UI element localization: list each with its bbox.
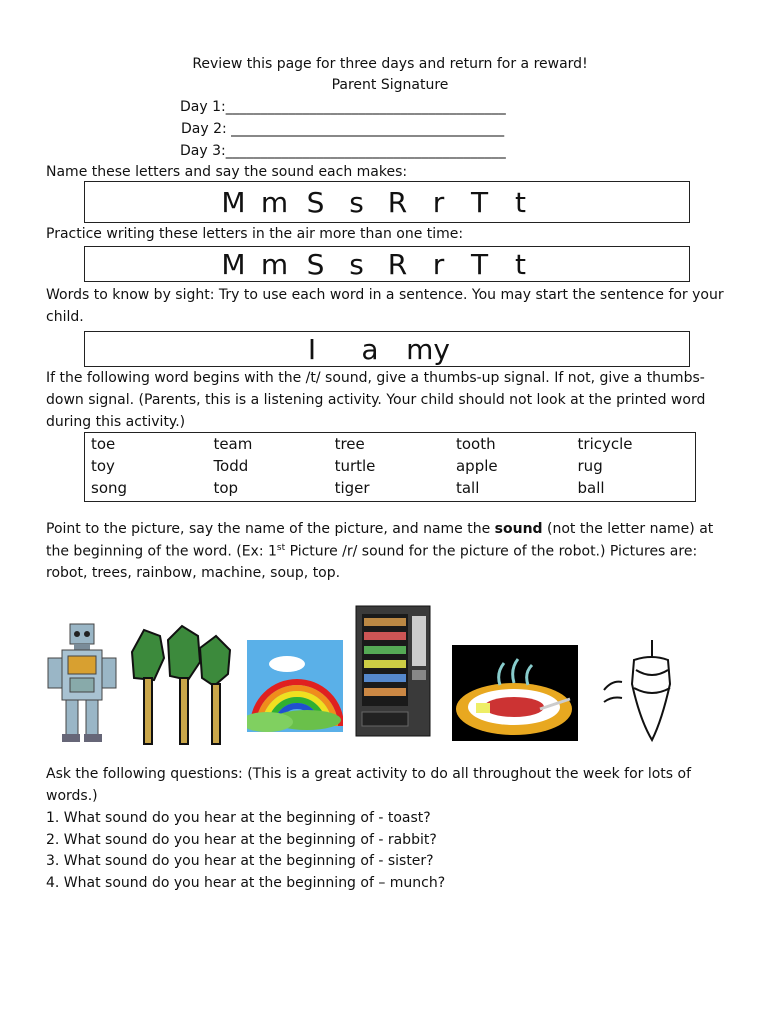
- pictures-instruction-2: [46, 543, 697, 560]
- pictures-instruction-3: robot, trees, rainbow, machine, soup, top.: [46, 565, 341, 581]
- table-row: [85, 433, 695, 455]
- table-row: [85, 477, 695, 499]
- trees-icon: [124, 622, 234, 748]
- table-cell: song: [91, 479, 128, 497]
- name-letter-0: M: [221, 186, 246, 219]
- practice-letter-1: m: [260, 248, 289, 281]
- t-sound-instruction-2: down signal. (Parents, this is a listening activity. Your child should not look at the printed word: [46, 392, 706, 408]
- table-cell: tree: [334, 435, 365, 453]
- sight-words-instruction-1: Words to know by sight: Try to use each word in a sentence. You may start the sentence for your: [46, 287, 724, 303]
- name-letter-1: m: [260, 186, 289, 219]
- rainbow-icon: [247, 640, 343, 732]
- table-cell: Todd: [213, 457, 249, 475]
- name-letters-instruction: Name these letters and say the sound each makes:: [46, 164, 408, 180]
- practice-letters-box: [84, 246, 690, 282]
- question-2: 2. What sound do you hear at the beginning of - rabbit?: [46, 832, 437, 848]
- day-3-signature-line: Day 3:________________________________________: [180, 143, 506, 159]
- pictures-instruction-1b: (not the letter name) at: [542, 521, 714, 537]
- question-4: 4. What sound do you hear at the beginning of – munch?: [46, 875, 446, 891]
- header-line-1: Review this page for three days and return for a reward!: [192, 56, 588, 72]
- pictures-instruction-1a: Point to the picture, say the name of the picture, and name the: [46, 521, 495, 537]
- day-1-signature-line: Day 1:________________________________________: [180, 99, 506, 115]
- table-cell: rug: [577, 457, 603, 475]
- name-letter-5: r: [432, 186, 445, 219]
- practice-letter-6: T: [470, 248, 489, 281]
- table-cell: tall: [455, 479, 480, 497]
- sight-word-1: a: [361, 333, 379, 366]
- t-sound-instruction-1: If the following word begins with the /t/ sound, give a thumbs-up signal. If not, give a thumbs-: [46, 370, 705, 386]
- vending-machine-icon: [354, 604, 432, 738]
- practice-instruction: Practice writing these letters in the air more than one time:: [46, 226, 464, 242]
- question-1: 1. What sound do you hear at the beginning of - toast?: [46, 810, 431, 826]
- table-cell: toy: [91, 457, 115, 475]
- practice-letter-7: t: [515, 248, 526, 281]
- questions-intro-2: words.): [46, 788, 98, 804]
- table-cell: tricycle: [577, 435, 633, 453]
- table-row: [85, 455, 695, 477]
- practice-letter-3: s: [349, 248, 364, 281]
- table-cell: toe: [91, 435, 116, 453]
- pictures-instruction-bold-sound: sound: [494, 521, 543, 537]
- pictures-instruction-2-sup: st: [276, 543, 286, 553]
- table-cell: ball: [577, 479, 605, 497]
- name-letter-6: T: [470, 186, 489, 219]
- table-cell: team: [213, 435, 253, 453]
- practice-letter-5: r: [432, 248, 445, 281]
- spinning-top-icon: [600, 636, 680, 744]
- practice-letter-4: R: [387, 248, 408, 281]
- questions-intro-1: Ask the following questions: (This is a great activity to do all throughout the week for lots of: [46, 766, 692, 782]
- day-2-signature-line: Day 2: _______________________________________: [181, 121, 505, 137]
- soup-icon: [452, 645, 578, 741]
- table-cell: apple: [455, 457, 498, 475]
- t-sound-word-table: [85, 433, 695, 499]
- t-sound-word-table-box: [84, 432, 696, 502]
- question-3: 3. What sound do you hear at the beginning of - sister?: [46, 853, 434, 869]
- pictures-instruction-1: [46, 521, 713, 537]
- pictures-instruction-2b: Picture /r/ sound for the picture of the robot.) Pictures are:: [285, 543, 698, 560]
- sight-word-0: I: [307, 333, 317, 366]
- name-letters-box: [84, 181, 690, 223]
- sight-word-2: my: [406, 333, 450, 366]
- table-cell: tooth: [455, 435, 496, 453]
- header-parent-signature: Parent Signature: [331, 77, 449, 93]
- table-cell: top: [213, 479, 239, 497]
- practice-letter-0: M: [221, 248, 246, 281]
- sight-words-box: [84, 331, 690, 367]
- robot-icon: [44, 622, 120, 744]
- sight-words-instruction-2: child.: [46, 309, 84, 325]
- table-cell: turtle: [334, 457, 376, 475]
- name-letter-2: S: [306, 186, 325, 219]
- pictures-instruction-2a: the beginning of the word. (Ex: 1: [46, 543, 277, 560]
- name-letter-3: s: [349, 186, 364, 219]
- name-letter-7: t: [515, 186, 526, 219]
- practice-letter-2: S: [306, 248, 325, 281]
- table-cell: tiger: [334, 479, 370, 497]
- t-sound-instruction-3: during this activity.): [46, 414, 186, 430]
- name-letter-4: R: [387, 186, 408, 219]
